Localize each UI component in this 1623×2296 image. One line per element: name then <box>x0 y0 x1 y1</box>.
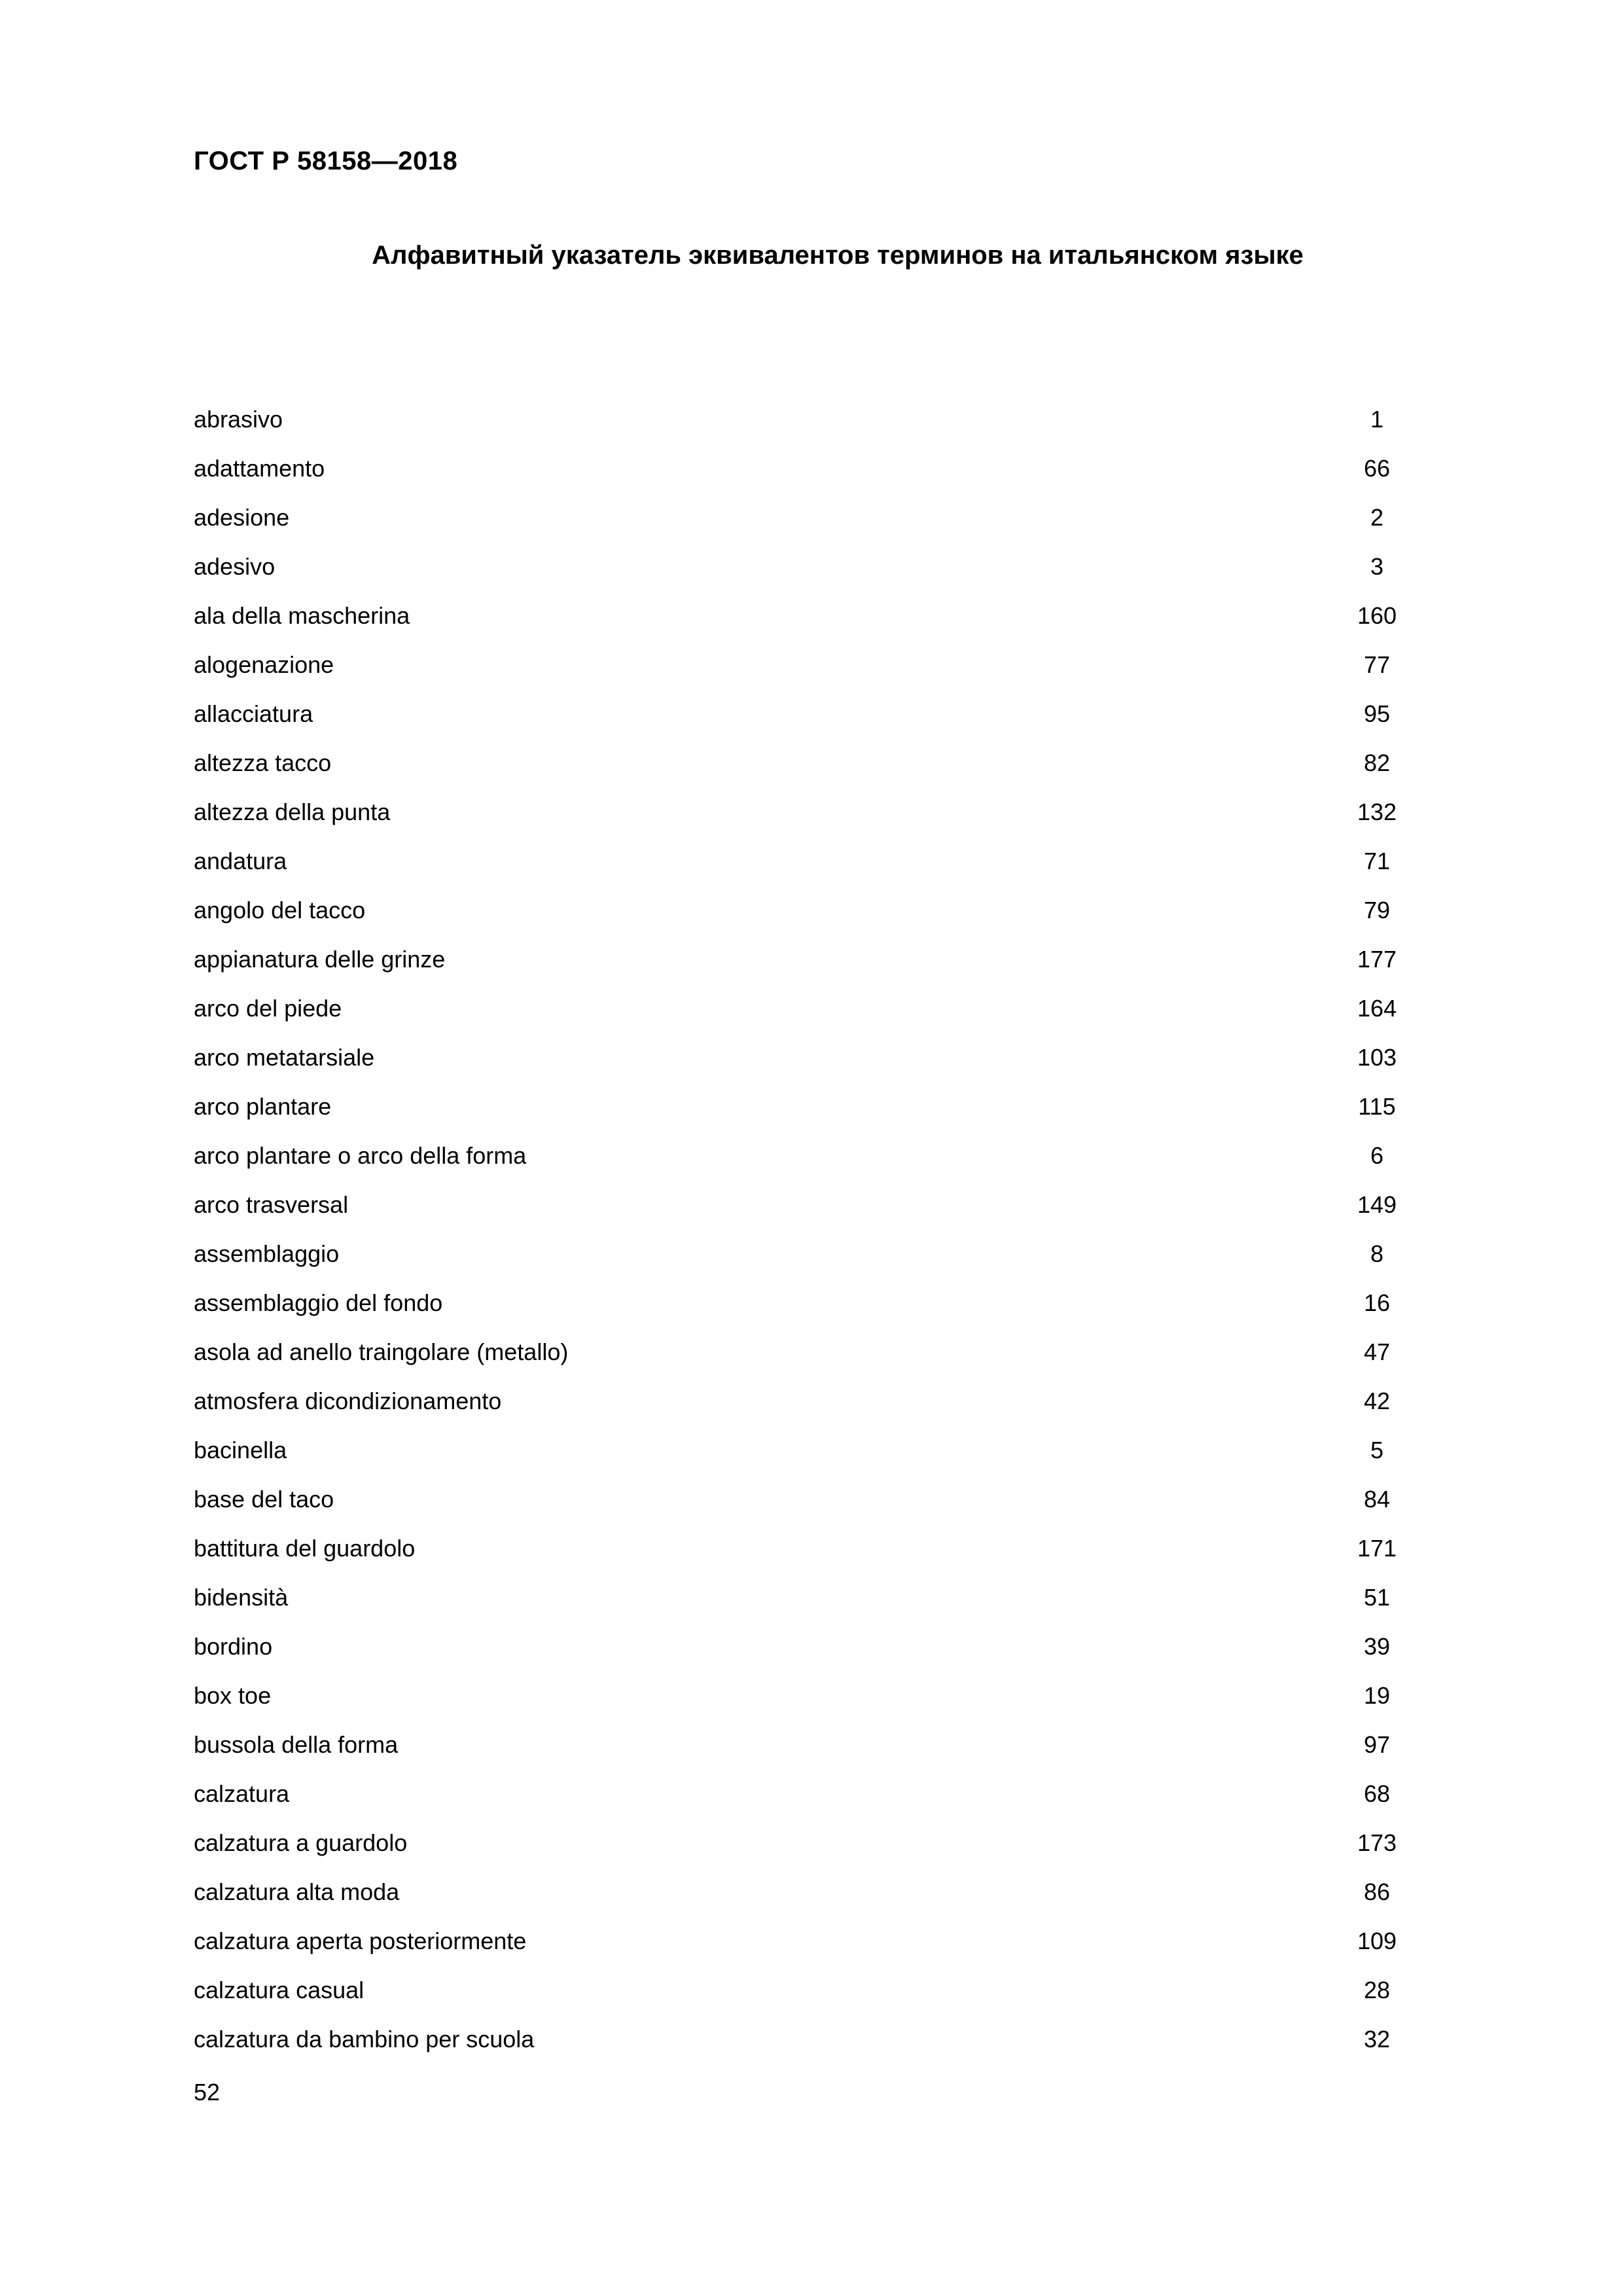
index-entry-term: calzatura aperta posteriormente <box>194 1928 527 1954</box>
index-entry <box>194 1187 1416 1236</box>
index-entry <box>194 1482 1416 1531</box>
index-entry-number: 2 <box>1370 504 1384 531</box>
index-entry <box>194 1825 1416 1874</box>
index-entry-term: allacciatura <box>194 700 313 727</box>
index-entry <box>194 1727 1416 1776</box>
index-entry-term: andatura <box>194 848 287 874</box>
index-entry <box>194 1089 1416 1138</box>
index-entry-number: 171 <box>1357 1535 1397 1562</box>
index-entry-number: 28 <box>1363 1977 1391 2003</box>
index-entry-number: 79 <box>1363 897 1391 924</box>
index-entry <box>194 1678 1416 1727</box>
index-entry <box>194 942 1416 991</box>
index-entry-term: altezza tacco <box>194 749 332 776</box>
index-entry-term: bacinella <box>194 1437 287 1463</box>
index-entry <box>194 1433 1416 1482</box>
index-entry-term: calzatura alta moda <box>194 1878 400 1905</box>
index-entry <box>194 402 1416 451</box>
index-entry-number: 103 <box>1357 1044 1397 1071</box>
index-entry <box>194 893 1416 942</box>
index-entry <box>194 451 1416 500</box>
index-entry-number: 8 <box>1370 1240 1384 1267</box>
index-entry-number: 19 <box>1363 1682 1391 1709</box>
index-entry-term: calzatura casual <box>194 1977 365 2003</box>
index-entry <box>194 500 1416 549</box>
index-entry-term: altezza della punta <box>194 798 391 825</box>
index-entry-number: 160 <box>1357 602 1397 629</box>
index-entry-list <box>194 402 1416 2071</box>
index-entry-term: bussola della forma <box>194 1731 399 1758</box>
index-entry-number: 39 <box>1363 1633 1391 1660</box>
index-entry-number: 47 <box>1363 1338 1391 1365</box>
index-entry-number: 32 <box>1363 2026 1391 2053</box>
index-entry-number: 5 <box>1370 1437 1384 1463</box>
index-entry-term: arco trasversal <box>194 1191 349 1218</box>
index-entry-number: 84 <box>1363 1486 1391 1513</box>
index-entry-term: arco plantare o arco della forma <box>194 1142 527 1169</box>
index-entry-number: 97 <box>1363 1731 1391 1758</box>
index-entry-term: asola ad anello traingolare (metallo) <box>194 1338 569 1365</box>
index-entry-term: arco plantare <box>194 1093 332 1120</box>
index-entry-number: 164 <box>1357 995 1397 1022</box>
index-entry <box>194 598 1416 647</box>
document-code: ГОСТ Р 58158—2018 <box>194 147 458 175</box>
index-entry-term: arco del piede <box>194 995 342 1022</box>
index-entry-term: arco metatarsiale <box>194 1044 375 1071</box>
index-entry <box>194 1285 1416 1335</box>
index-entry-number: 177 <box>1357 946 1397 973</box>
page-number: 52 <box>194 2079 221 2106</box>
index-entry-number: 82 <box>1363 749 1391 776</box>
index-entry-number: 51 <box>1363 1584 1391 1611</box>
index-entry <box>194 745 1416 795</box>
index-entry-number: 173 <box>1357 1829 1397 1856</box>
index-entry-term: bordino <box>194 1633 273 1660</box>
index-entry <box>194 1040 1416 1089</box>
index-entry <box>194 844 1416 893</box>
index-entry-number: 66 <box>1363 455 1391 482</box>
index-entry-term: ala della mascherina <box>194 602 410 629</box>
index-entry-term: alogenazione <box>194 651 334 678</box>
index-entry-term: angolo del tacco <box>194 897 366 924</box>
index-entry-number: 1 <box>1370 406 1384 433</box>
index-entry-term: calzatura <box>194 1780 290 1807</box>
index-entry-term: assemblaggio <box>194 1240 340 1267</box>
index-entry <box>194 1236 1416 1285</box>
index-entry-term: adesione <box>194 504 290 531</box>
index-entry <box>194 1776 1416 1825</box>
index-entry-number: 42 <box>1363 1388 1391 1414</box>
index-entry-term: atmosfera dicondizionamento <box>194 1388 502 1414</box>
index-entry-number: 3 <box>1370 553 1384 580</box>
index-entry <box>194 795 1416 844</box>
index-entry <box>194 1384 1416 1433</box>
index-entry <box>194 1874 1416 1924</box>
index-entry-number: 149 <box>1357 1191 1397 1218</box>
index-entry-term: bidensità <box>194 1584 289 1611</box>
index-entry <box>194 1580 1416 1629</box>
index-entry-number: 109 <box>1357 1928 1397 1954</box>
index-entry <box>194 2022 1416 2071</box>
index-entry-number: 86 <box>1363 1878 1391 1905</box>
index-entry-term: abrasivo <box>194 406 283 433</box>
index-entry-term: assemblaggio del fondo <box>194 1289 443 1316</box>
index-entry-term: calzatura a guardolo <box>194 1829 408 1856</box>
index-entry <box>194 1531 1416 1580</box>
index-entry-term: battitura del guardolo <box>194 1535 416 1562</box>
index-entry <box>194 1924 1416 1973</box>
index-entry-number: 6 <box>1370 1142 1384 1169</box>
index-entry-term: calzatura da bambino per scuola <box>194 2026 535 2053</box>
index-entry-number: 68 <box>1363 1780 1391 1807</box>
index-entry <box>194 1335 1416 1384</box>
index-entry-number: 16 <box>1363 1289 1391 1316</box>
index-entry-number: 132 <box>1357 798 1397 825</box>
index-entry-term: appianatura delle grinze <box>194 946 446 973</box>
index-entry-term: base del taco <box>194 1486 334 1513</box>
index-entry-term: adesivo <box>194 553 276 580</box>
index-entry <box>194 696 1416 745</box>
index-entry-number: 115 <box>1358 1093 1396 1120</box>
index-entry <box>194 647 1416 696</box>
index-entry-term: adattamento <box>194 455 325 482</box>
index-entry <box>194 1138 1416 1187</box>
index-entry <box>194 1973 1416 2022</box>
index-title: Алфавитный указатель эквивалентов терминов на итальянском языке <box>372 241 1304 270</box>
index-entry <box>194 991 1416 1040</box>
index-entry-number: 95 <box>1363 700 1391 727</box>
index-entry-term: box toe <box>194 1682 272 1709</box>
index-entry <box>194 1629 1416 1678</box>
index-entry-number: 71 <box>1363 848 1391 874</box>
index-entry-number: 77 <box>1363 651 1391 678</box>
index-entry <box>194 549 1416 598</box>
